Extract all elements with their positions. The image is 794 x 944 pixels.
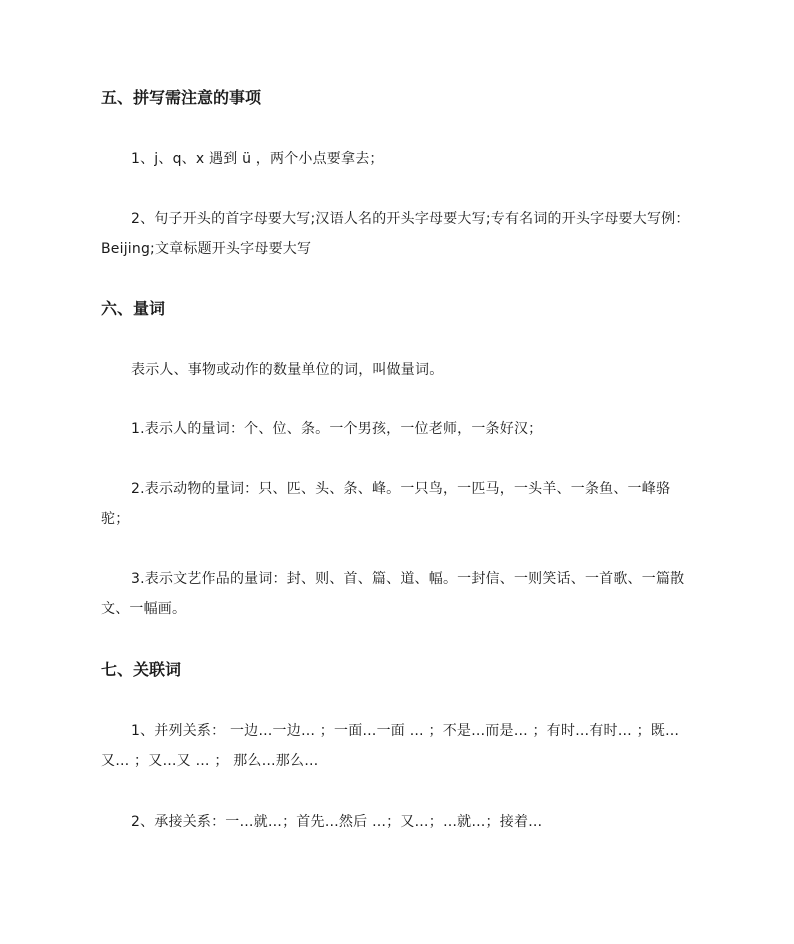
paragraph-measure-works: 3.表示文艺作品的量词：封、则、首、篇、道、幅。一封信、一则笑话、一首歌、一篇散文、一幅画。 — [101, 571, 685, 617]
section-heading-spelling: 五、拼写需注意的事项 — [101, 88, 262, 107]
paragraph-measure-animals: 2.表示动物的量词：只、匹、头、条、峰。一只鸟，一匹马，一头羊、一条鱼、一峰骆驼； — [101, 481, 671, 527]
paragraph-spelling-1: 1、j、q、x 遇到 ü ，两个小点要拿去； — [131, 151, 384, 167]
paragraph-measure-people: 1.表示人的量词：个、位、条。一个男孩，一位老师，一条好汉； — [131, 421, 543, 437]
section-heading-conjunctions: 七、关联词 — [101, 660, 182, 679]
paragraph-spelling-2: 2、句子开头的首字母要大写;汉语人名的开头字母要大写;专有名词的开头字母要大写例：Beijing;文章标题开头字母要大写 — [101, 211, 690, 257]
section-heading-measure-words: 六、量词 — [101, 299, 166, 318]
paragraph-conjunction-parallel: 1、并列关系： 一边…一边… ；一面…一面 … ；不是…而是… ；有时…有时… ；既…又… ；又…又 … ； 那么…那么… — [101, 723, 680, 769]
paragraph-measure-intro: 表示人、事物或动作的数量单位的词，叫做量词。 — [131, 362, 444, 378]
paragraph-conjunction-sequential: 2、承接关系：一…就…；首先…然后 …；又…；…就…；接着… — [131, 814, 543, 830]
